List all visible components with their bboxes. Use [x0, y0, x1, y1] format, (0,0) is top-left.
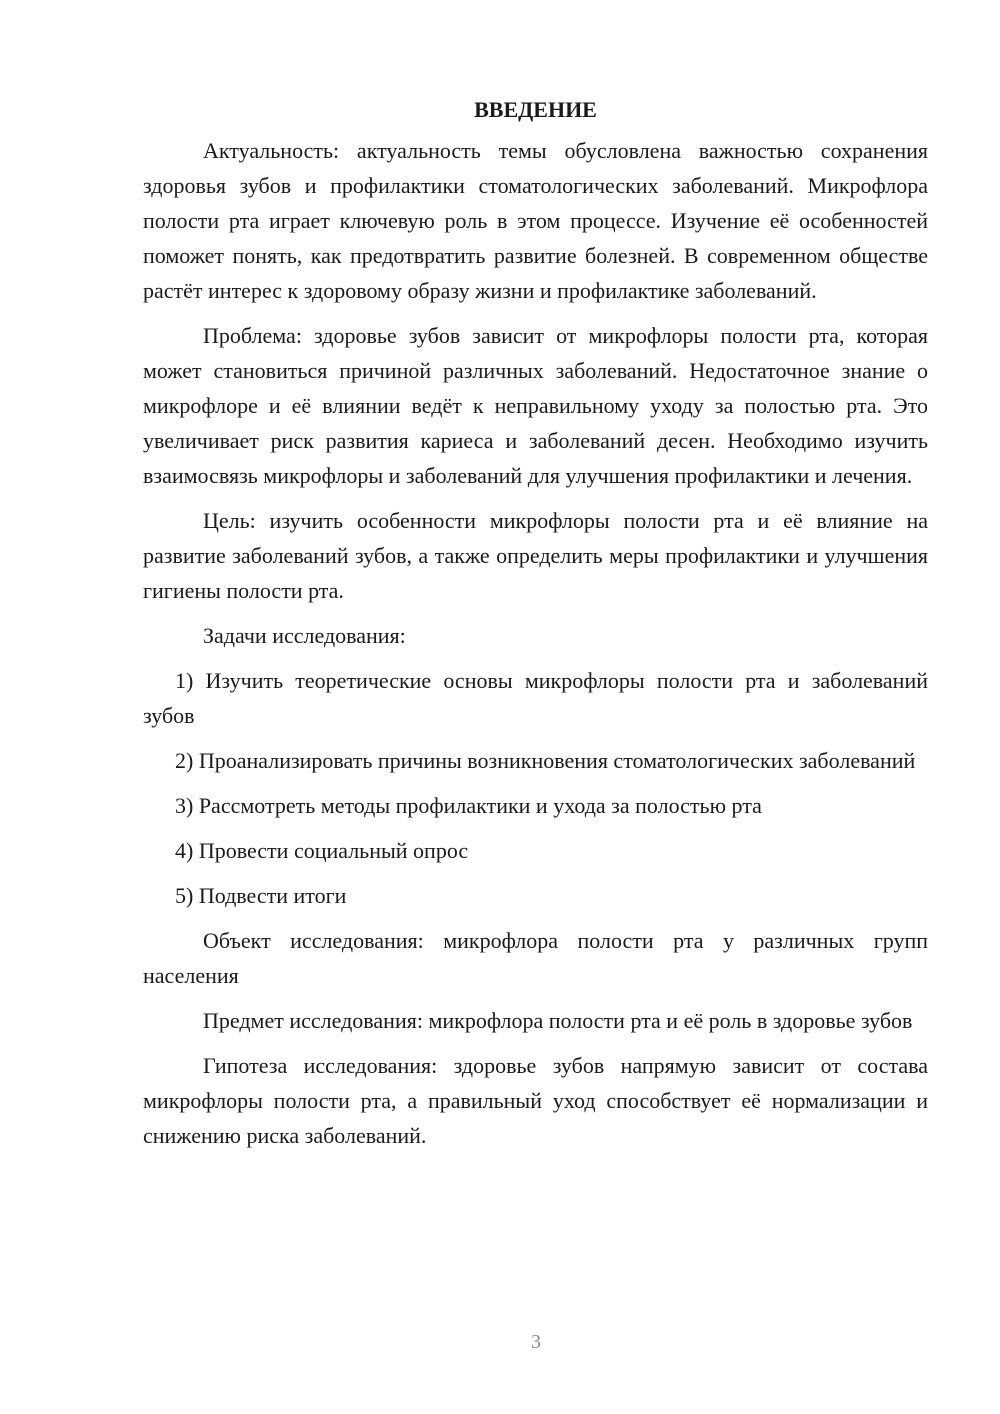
object-paragraph: Объект исследования: микрофлора полости рта у различных групп населения [143, 928, 928, 988]
relevance-paragraph: Актуальность: актуальность темы обусловлена важностью сохранения здоровья зубов и профилактики стоматологических заболеваний. Микрофлора полости рта играет ключевую роль в этом процессе. Изучение её особенностей поможет понять, как предотвратить развитие болезней. В современном обществе растёт интерес к здоровому образу жизни и профилактике заболеваний. [143, 138, 928, 303]
task-item: 2) Проанализировать причины возникновения стоматологических заболеваний [175, 748, 916, 773]
task-item: 3) Рассмотреть методы профилактики и ухода за полостью рта [175, 793, 762, 818]
task-item: 5) Подвести итоги [175, 883, 347, 908]
problem-paragraph: Проблема: здоровье зубов зависит от микрофлоры полости рта, которая может становиться причиной различных заболеваний. Недостаточное знание о микрофлоре и её влиянии ведёт к неправильному уходу за полостью рта. Это увеличивает риск развития кариеса и заболеваний десен. Необходимо изучить взаимосвязь микрофлоры и заболеваний для улучшения профилактики и лечения. [143, 323, 928, 488]
task-item: 4) Провести социальный опрос [175, 838, 469, 863]
goal-paragraph: Цель: изучить особенности микрофлоры полости рта и её влияние на развитие заболеваний зубов, а также определить меры профилактики и улучшения гигиены полости рта. [143, 508, 928, 603]
task-item: 1) Изучить теоретические основы микрофлоры полости рта и заболеваний зубов [143, 668, 928, 728]
page-number: 3 [531, 1331, 541, 1353]
tasks-heading: Задачи исследования: [203, 623, 406, 648]
page-title: ВВЕДЕНИЕ [474, 97, 597, 122]
hypothesis-paragraph: Гипотеза исследования: здоровье зубов напрямую зависит от состава микрофлоры полости рта, а правильный уход способствует её нормализации и снижению риска заболеваний. [143, 1053, 928, 1148]
page-content [143, 92, 928, 1163]
subject-paragraph: Предмет исследования: микрофлора полости рта и её роль в здоровье зубов [203, 1008, 913, 1033]
